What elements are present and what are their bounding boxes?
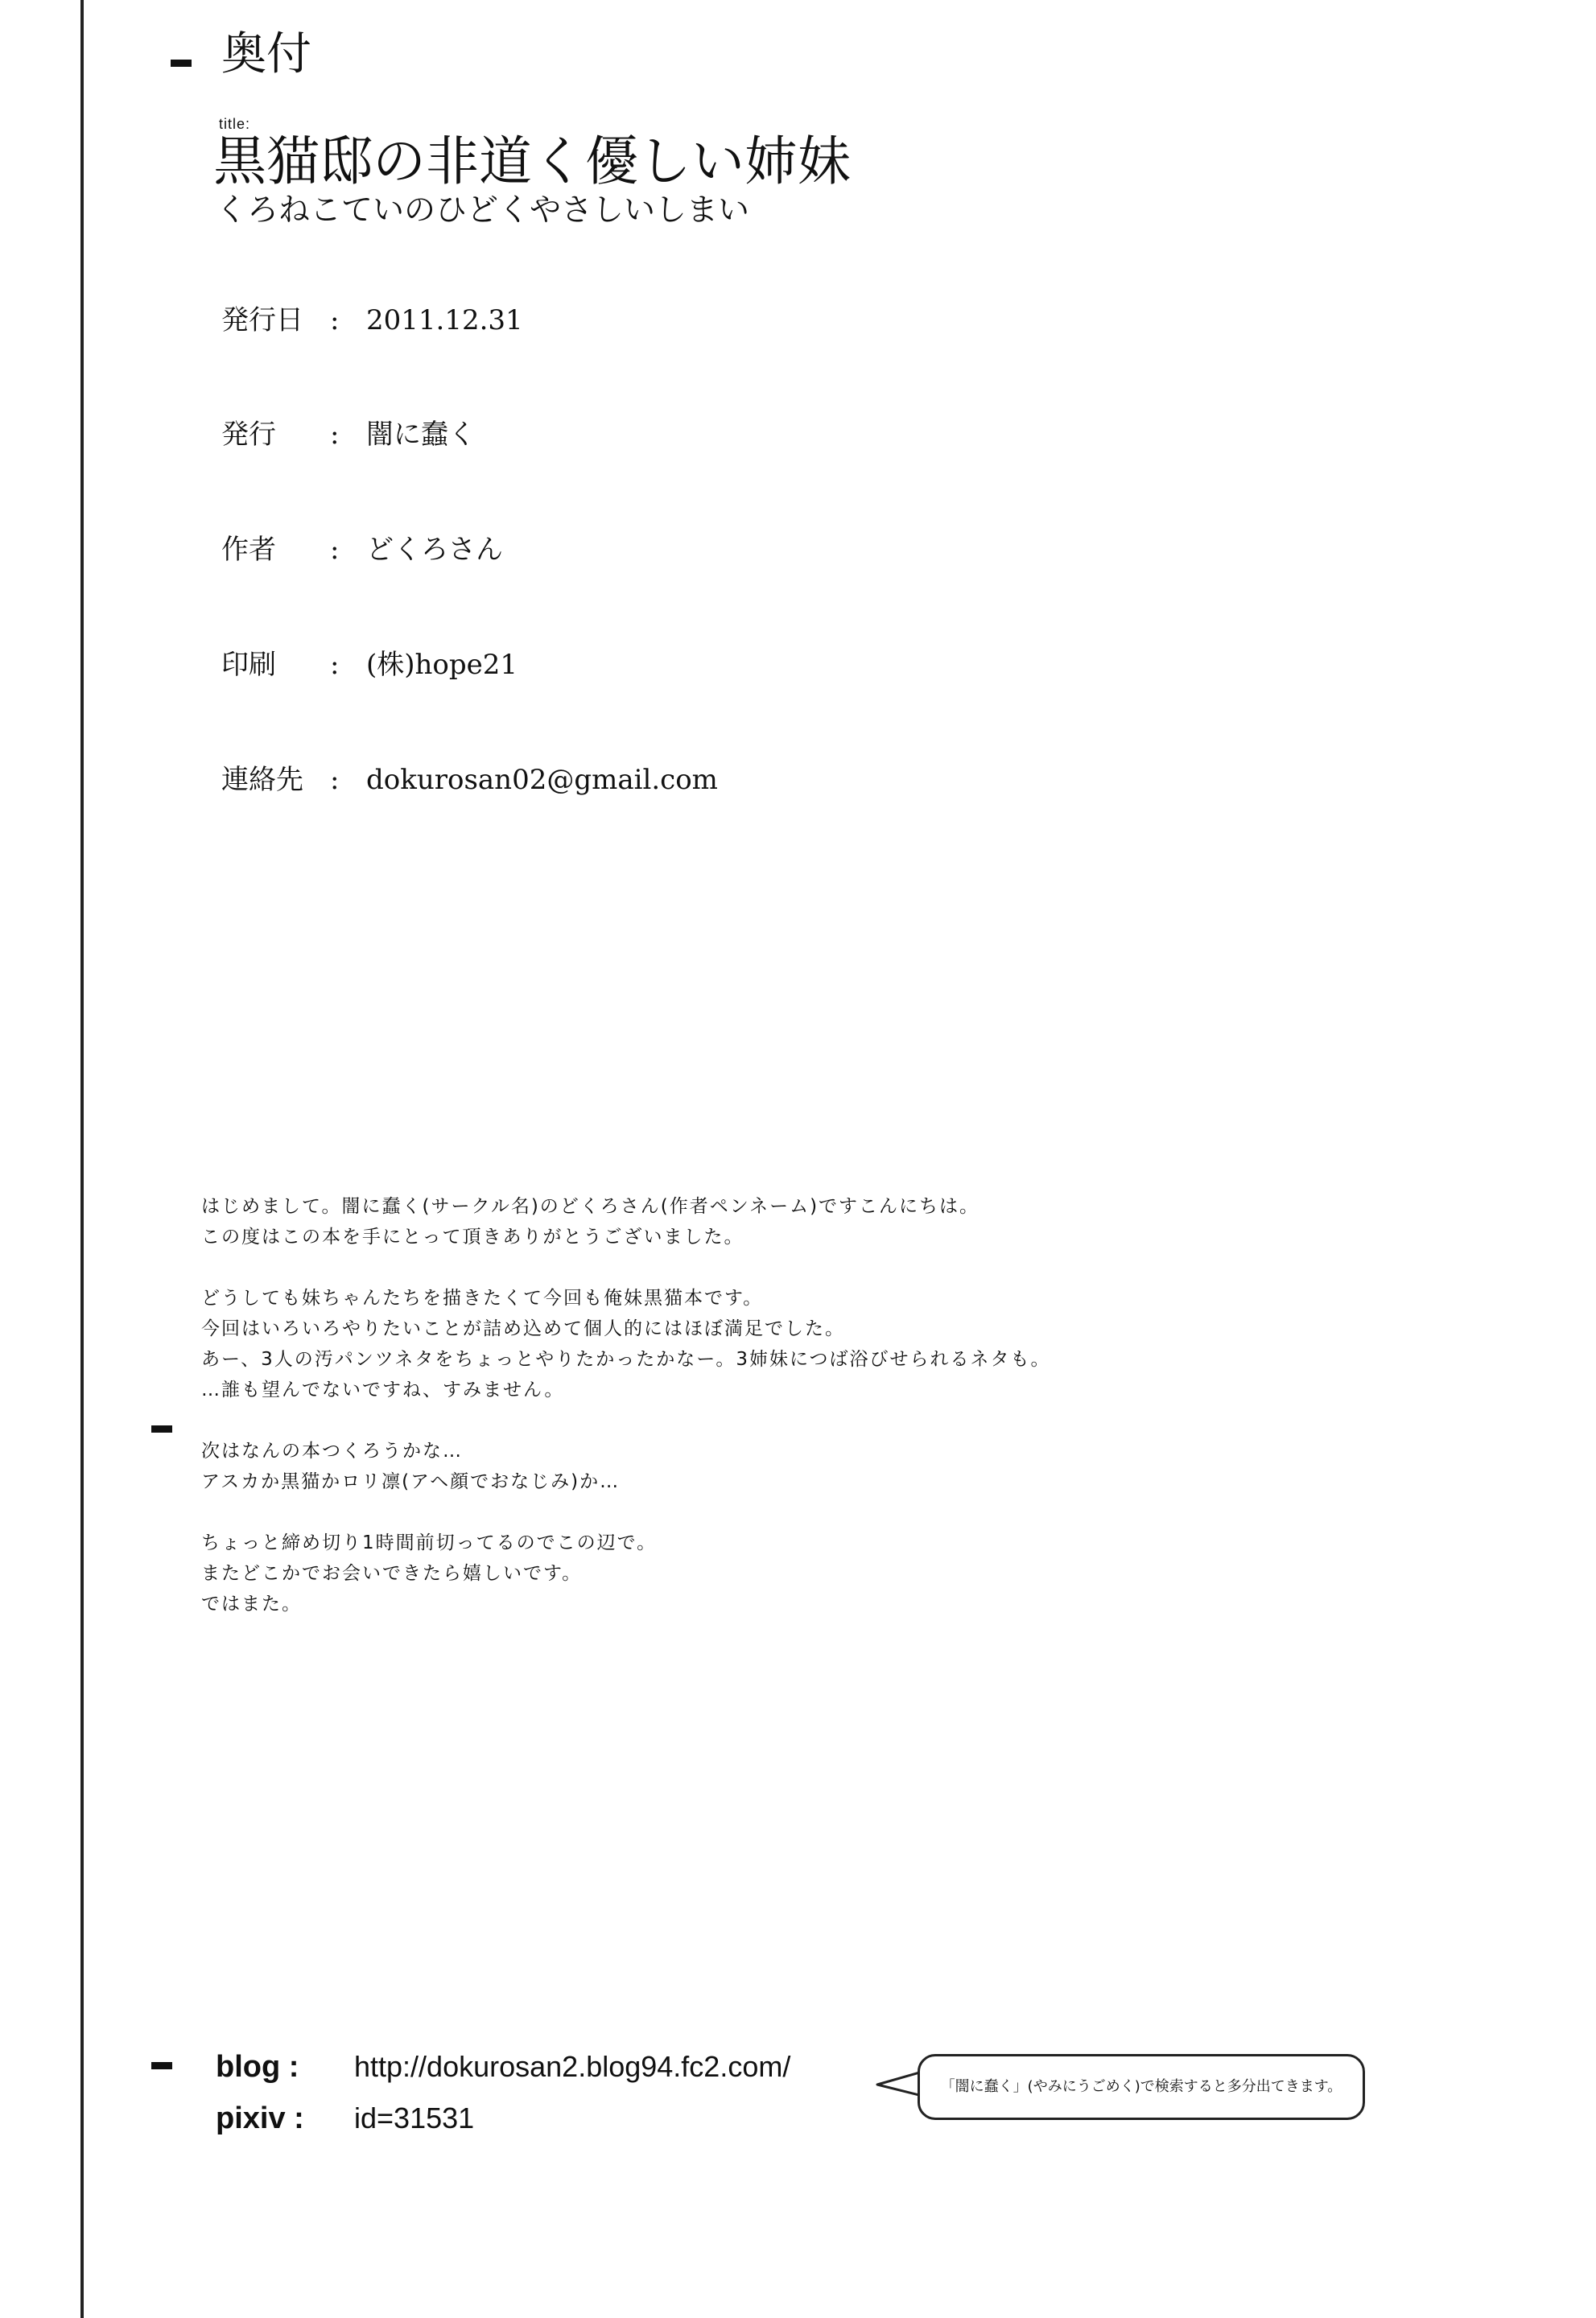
colophon-heading: 奥付 bbox=[221, 28, 311, 80]
info-value: 2011.12.31 bbox=[366, 304, 523, 336]
info-separator: : bbox=[330, 764, 340, 796]
book-title-reading: くろねこていのひどくやさしいしまい bbox=[216, 192, 750, 229]
info-value: (株)hope21 bbox=[366, 649, 518, 681]
info-separator: : bbox=[330, 649, 340, 681]
message-line: 今回はいろいろやりたいことが詰め込めて個人的にはほぼ満足でした。 bbox=[201, 1318, 845, 1339]
blog-label: blog : bbox=[216, 2050, 299, 2084]
title-tag: title: bbox=[219, 116, 251, 132]
blog-url-link[interactable]: http://dokurosan2.blog94.fc2.com/ bbox=[354, 2050, 791, 2083]
message-line: ではまた。 bbox=[201, 1594, 302, 1615]
pixiv-label: pixiv : bbox=[216, 2101, 304, 2135]
info-separator: : bbox=[330, 534, 340, 566]
message-line: 次はなんの本つくろうかな… bbox=[201, 1441, 463, 1462]
left-margin-rule bbox=[80, 0, 84, 2318]
message-line: アスカか黒猫かロリ凛(アヘ顔でおなじみ)か… bbox=[201, 1471, 621, 1492]
speech-bubble-note: 「闇に蠢く」(やみにうごめく)で検索すると多分出てきます。 bbox=[918, 2054, 1365, 2120]
links-dash-marker bbox=[151, 2062, 172, 2069]
info-separator: : bbox=[330, 419, 340, 451]
book-title: 黒猫邸の非道く優しい姉妹 bbox=[213, 130, 851, 192]
message-line: …誰も望んでないですね、すみません。 bbox=[201, 1380, 565, 1400]
message-line: どうしても妹ちゃんたちを描きたくて今回も俺妹黒猫本です。 bbox=[201, 1288, 764, 1309]
pixiv-row bbox=[216, 2096, 940, 2147]
message-line: あー、3人の汚パンツネタをちょっとやりたかったかなー。3姉妹につば浴びせられるネタも。 bbox=[201, 1349, 1051, 1370]
author-message bbox=[201, 1191, 1127, 1619]
message-line: ちょっと締め切り1時間前切ってるのでこの辺で。 bbox=[201, 1532, 658, 1553]
info-label: 連絡先 bbox=[221, 764, 303, 796]
info-label: 発行日 bbox=[221, 304, 303, 336]
message-line: またどこかでお会いできたら嬉しいです。 bbox=[201, 1563, 583, 1584]
info-label: 印刷 bbox=[221, 649, 276, 681]
message-gap bbox=[201, 1405, 1127, 1436]
message-gap bbox=[201, 1252, 1127, 1283]
info-label: 発行 bbox=[221, 419, 276, 451]
info-value: 闇に蠢く bbox=[366, 419, 476, 451]
message-gap bbox=[201, 1497, 1127, 1528]
heading-dash-marker bbox=[171, 60, 192, 67]
info-label: 作者 bbox=[221, 534, 276, 566]
contact-email[interactable]: dokurosan02@gmail.com bbox=[366, 764, 718, 796]
blog-row bbox=[216, 2044, 940, 2096]
info-separator: : bbox=[330, 304, 340, 336]
links-section bbox=[216, 2044, 940, 2147]
message-line: この度はこの本を手にとって頂きありがとうございました。 bbox=[201, 1227, 744, 1248]
message-line: はじめまして。闇に蠢く(サークル名)のどくろさん(作者ペンネーム)ですこんにちは。 bbox=[201, 1196, 980, 1217]
speech-bubble-tail-icon bbox=[876, 2068, 924, 2101]
margin-dash-marker bbox=[151, 1425, 172, 1433]
pixiv-id: id=31531 bbox=[354, 2101, 475, 2134]
info-value: どくろさん bbox=[366, 534, 503, 566]
